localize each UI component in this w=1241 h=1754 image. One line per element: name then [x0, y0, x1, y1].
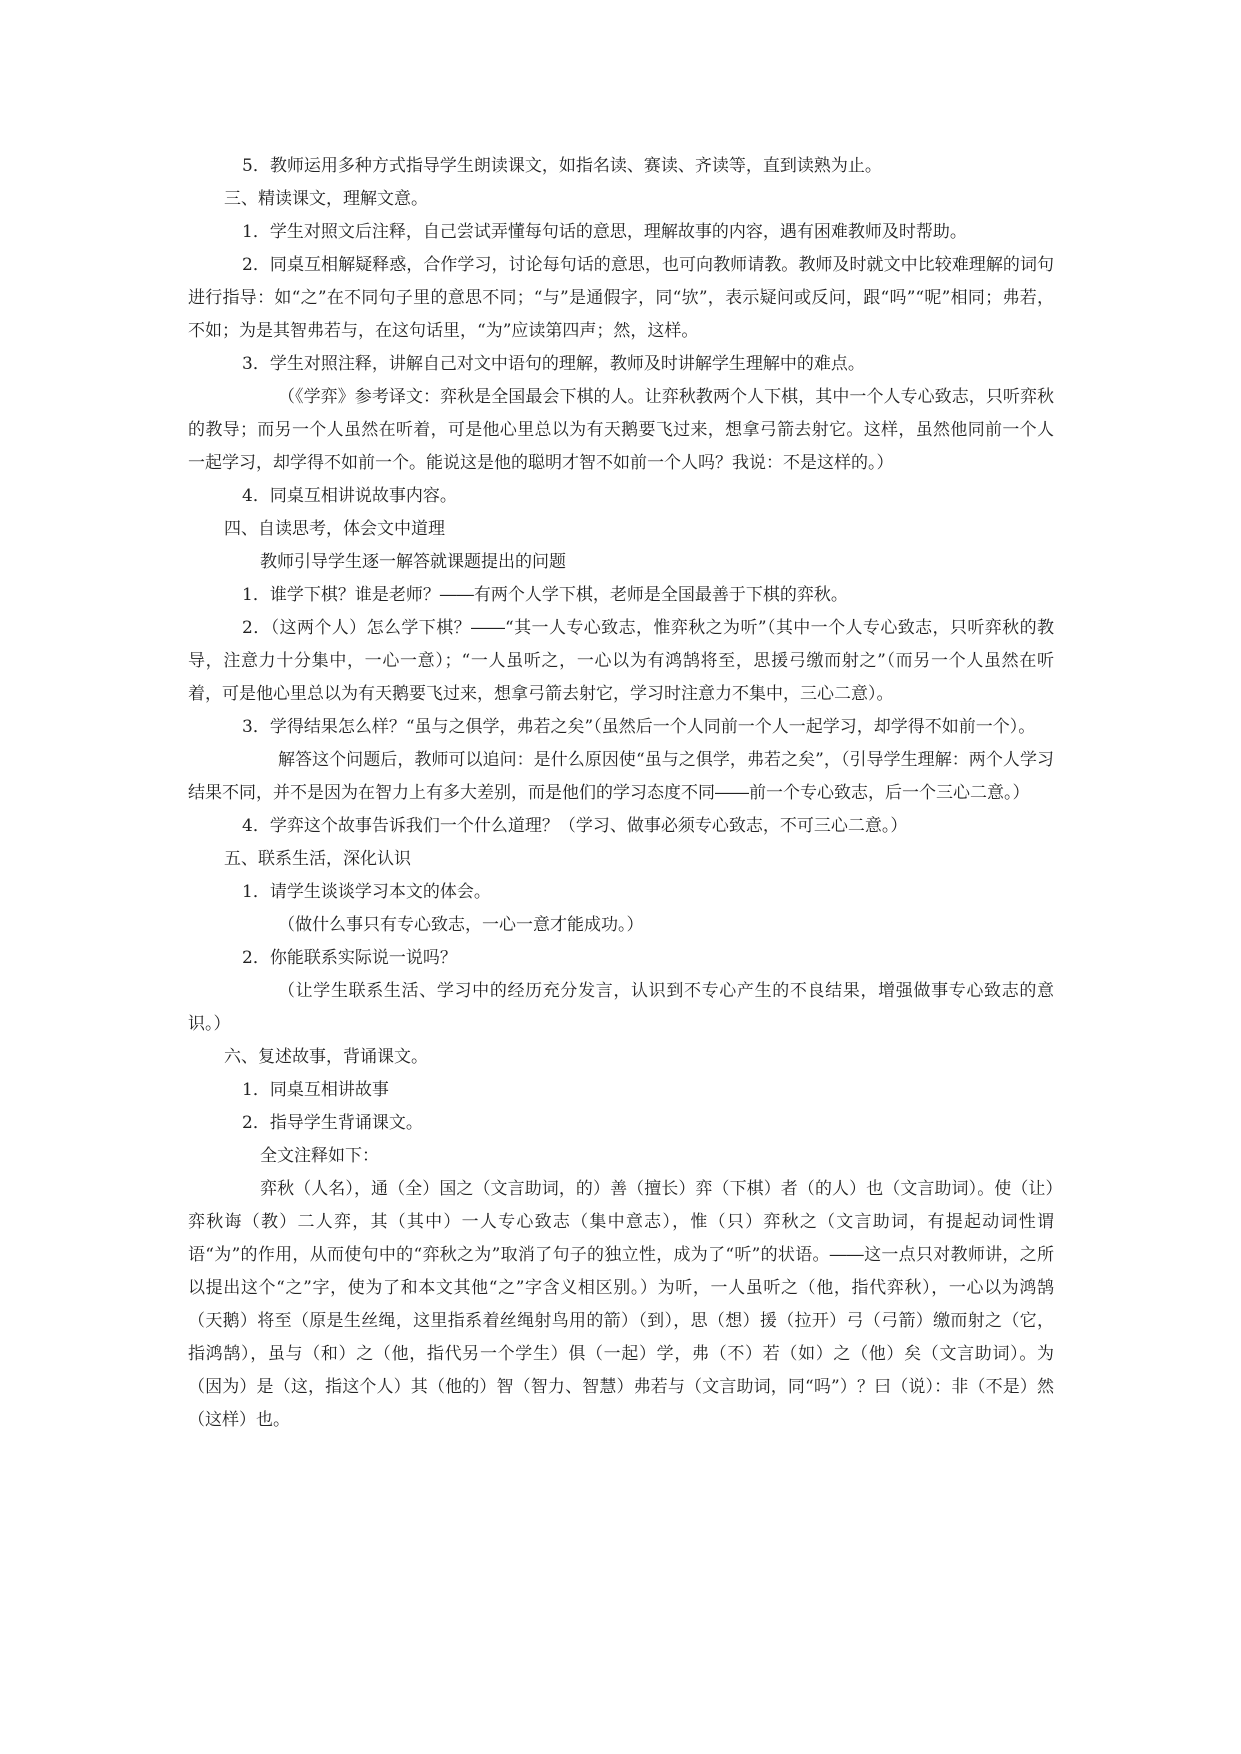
- paragraph: 4．同桌互相讲说故事内容。: [242, 486, 457, 506]
- paragraph: （让学生联系生活、学习中的经历充分发言，认识到不专心产生的不良结果，增强做事专心致志的意识。）: [188, 981, 1054, 1034]
- annotation-paragraph: 弈秋（人名），通（全）国之（文言助词，的）善（擅长）弈（下棋）者（的人）也（文言助词）。使（让）弈秋诲（教）二人弈，其（其中）一人专心致志（集中意志），惟（只）弈秋之（文言助词，有提起动词性谓语“为”的作用，从而使句中的“弈秋之为”取消了句子的独立性，成为了“听”的状语。――这一点只对教师讲，之所以提出这个“之”字，使为了和本文其他“之”字含义相区别。）为听，一人虽听之（他，指代弈秋），一心以为鸿鹄（天鹅）将至（原是生丝绳，这里指系着丝绳射鸟用的箭）（到），思（想）援（拉开）弓（弓箭）缴而射之（它，指鸿鹄），虽与（和）之（他，指代另一个学生）俱（一起）学，弗（不）若（如）之（他）矣（文言助词）。为（因为）是（这，指这个人）其（他的）智（智力、智慧）弗若与（文言助词，同“吗”）？曰（说）：非（不是）然（这样）也。: [188, 1179, 1054, 1430]
- paragraph: 1．谁学下棋？谁是老师？――有两个人学下棋，老师是全国最善于下棋的弈秋。: [242, 585, 848, 605]
- paragraph: 2．指导学生背诵课文。: [242, 1113, 423, 1133]
- section-heading: 五、联系生活，深化认识: [224, 849, 411, 869]
- paragraph: 2．（这两个人）怎么学下棋？――“其一人专心致志，惟弈秋之为听”（其中一个人专心致志，只听弈秋的教导，注意力十分集中，一心一意）；“一人虽听之，一心以为有鸿鹄将至，思援弓缴而射之”（而另一个人虽然在听着，可是他心里总以为有天鹅要飞过来，想拿弓箭去射它，学习时注意力不集中，三心二意）。: [188, 618, 1054, 704]
- paragraph: 5．教师运用多种方式指导学生朗读课文，如指名读、赛读、齐读等，直到读熟为止。: [242, 156, 882, 176]
- paragraph: 教师引导学生逐一解答就课题提出的问题: [260, 552, 566, 572]
- paragraph: 1．同桌互相讲故事: [242, 1080, 389, 1100]
- paragraph: 全文注释如下：: [260, 1146, 379, 1166]
- paragraph: 1．学生对照文后注释，自己尝试弄懂每句话的意思，理解故事的内容，遇有困难教师及时帮助。: [242, 222, 967, 242]
- paragraph: 2．你能联系实际说一说吗？: [242, 948, 457, 968]
- section-heading: 四、自读思考，体会文中道理: [224, 519, 445, 539]
- paragraph: 3．学得结果怎么样？“虽与之俱学，弗若之矣”（虽然后一个人同前一个人一起学习，却学得不如前一个）。: [242, 717, 1036, 737]
- paragraph: 2．同桌互相解疑释惑，合作学习，讨论每句话的意思，也可向教师请教。教师及时就文中比较难理解的词句进行指导：如“之”在不同句子里的意思不同；“与”是通假字，同“欤”，表示疑问或反问，跟“吗”“呢”相同；弗若，不如；为是其智弗若与，在这句话里，“为”应读第四声；然，这样。: [188, 255, 1054, 341]
- paragraph: 解答这个问题后，教师可以追问：是什么原因使“虽与之俱学，弗若之矣”，（引导学生理解：两个人学习结果不同，并不是因为在智力上有多大差别，而是他们的学习态度不同――前一个专心致志，后一个三心二意。）: [188, 750, 1054, 803]
- paragraph: 1．请学生谈谈学习本文的体会。: [242, 882, 491, 902]
- paragraph: 3．学生对照注释，讲解自己对文中语句的理解，教师及时讲解学生理解中的难点。: [242, 354, 865, 374]
- translation-paragraph: （《学弈》参考译文：弈秋是全国最会下棋的人。让弈秋教两个人下棋，其中一个人专心致志，只听弈秋的教导；而另一个人虽然在听着，可是他心里总以为有天鹅要飞过来，想拿弓箭去射它。这样，虽然他同前一个人一起学习，却学得不如前一个。能说这是他的聪明才智不如前一个人吗？我说：不是这样的。）: [188, 387, 1054, 473]
- section-heading: 六、复述故事，背诵课文。: [224, 1047, 428, 1067]
- section-heading: 三、精读课文，理解文意。: [224, 189, 428, 209]
- document-page: [188, 150, 1054, 1437]
- paragraph: （做什么事只有专心致志，一心一意才能成功。）: [278, 915, 644, 935]
- paragraph: 4．学弈这个故事告诉我们一个什么道理？（学习、做事必须专心致志，不可三心二意。）: [242, 816, 908, 836]
